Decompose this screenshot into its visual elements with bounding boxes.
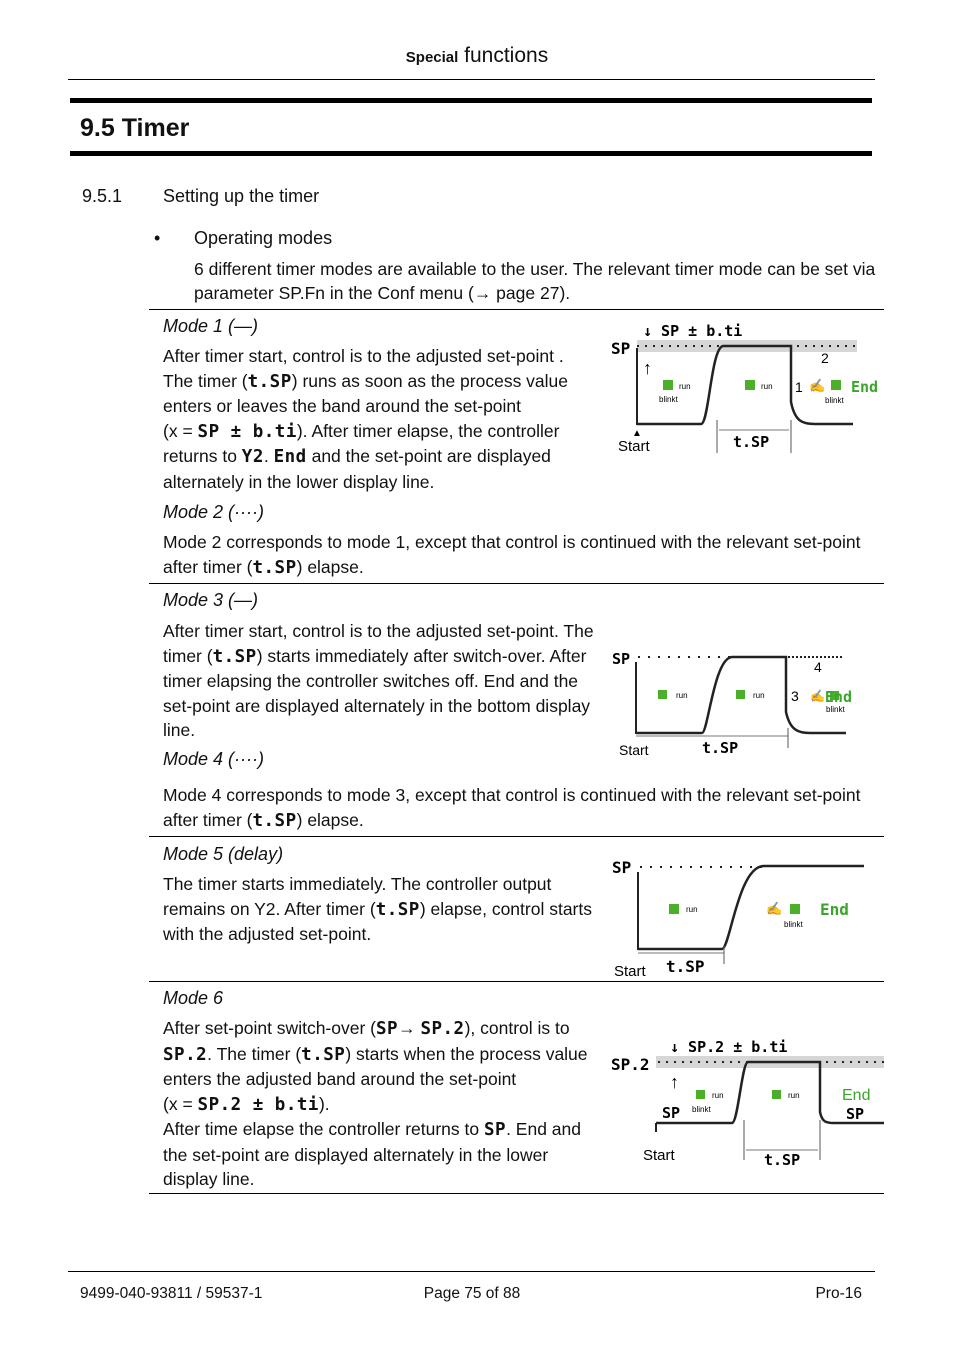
blinkt-label-1: blinkt — [659, 395, 678, 404]
product-name: Pro-16 — [815, 1285, 862, 1302]
text-line — [163, 1016, 588, 1042]
header-rule — [68, 79, 875, 80]
text-line — [163, 555, 860, 581]
text-segment: ). — [318, 1093, 330, 1114]
tsp-label: t.SP — [764, 1151, 801, 1169]
sp-label: SP — [611, 339, 631, 358]
text-segment: ) elapse. — [296, 556, 364, 577]
text-line — [163, 419, 568, 445]
display-code: SP.2 ± b.ti — [197, 1094, 319, 1115]
text-segment: . The timer ( — [207, 1043, 302, 1064]
band-label: ↓ SP ± b.ti — [643, 322, 743, 340]
bullet-mark: • — [154, 228, 161, 248]
text-line — [163, 1143, 588, 1168]
text-line — [163, 669, 594, 694]
text-line — [163, 718, 594, 743]
mode-5-title: Mode 5 (delay) — [163, 844, 284, 864]
led-end — [790, 904, 800, 914]
title-rule-bottom — [70, 151, 872, 156]
text-line — [163, 530, 860, 555]
led-run-1 — [696, 1090, 705, 1099]
running-header — [0, 44, 954, 68]
text-segment: (x = — [163, 420, 198, 441]
run-label-1: run — [679, 382, 691, 391]
text-line — [163, 1117, 588, 1143]
tsp-label: t.SP — [702, 739, 739, 757]
up-arrow: ↑ — [643, 358, 652, 378]
text-segment: After set-point switch-over ( — [163, 1018, 376, 1038]
start-label: Start — [619, 742, 649, 758]
subsection-number: 9.5.1 — [82, 186, 123, 206]
text-line — [163, 1092, 588, 1118]
text-segment: returns to — [163, 446, 242, 466]
text-segment: display line. — [163, 1169, 255, 1189]
mode-1-diagram — [605, 318, 879, 460]
end-label: End — [824, 688, 852, 706]
led-end — [831, 380, 841, 390]
text-line — [163, 369, 568, 395]
header-bold: Special — [405, 49, 459, 66]
mode-1-title: Mode 1 (—) — [163, 316, 259, 336]
run-label-1: run — [712, 1091, 724, 1100]
text-segment: enters or leaves the band around the set-point — [163, 396, 522, 416]
sp-label: SP — [662, 1104, 681, 1122]
display-code: t.SP — [252, 810, 297, 831]
display-code: SP ± b.ti — [197, 421, 297, 442]
sp-label: SP — [612, 650, 631, 668]
hand-icon: ✍ — [810, 689, 825, 703]
mode-2-text — [163, 530, 860, 580]
mode-6-diagram — [608, 1032, 886, 1168]
display-code: SP — [483, 1120, 507, 1140]
run-label-2: run — [788, 1091, 800, 1100]
blinkt-label: blinkt — [692, 1105, 711, 1114]
text-line — [163, 808, 860, 834]
display-code: End — [273, 447, 307, 467]
text-line — [163, 619, 594, 644]
up-arrow: ↑ — [670, 1072, 679, 1092]
text-segment: after timer ( — [163, 809, 253, 830]
text-segment: The timer starts immediately. The controller output — [163, 874, 552, 894]
led-run-1 — [663, 380, 673, 390]
start-label: Start — [614, 963, 646, 980]
marker-1: 1 — [795, 379, 803, 395]
rule-2 — [149, 583, 884, 584]
mode-6-title: Mode 6 — [163, 988, 224, 1008]
end-label: End — [842, 1087, 871, 1104]
text-segment: line. — [163, 720, 196, 740]
led-run-2 — [745, 380, 755, 390]
text-line — [163, 444, 568, 470]
display-code: SP.2 — [420, 1019, 465, 1039]
display-code: t.SP — [252, 557, 297, 578]
text-segment: The timer ( — [163, 370, 248, 391]
text-segment: Mode 2 corresponds to mode 1, except that control is continued with the relevant set-point — [163, 532, 861, 552]
led-run — [669, 904, 679, 914]
end-label: End — [851, 378, 879, 396]
blinkt-label: blinkt — [826, 705, 845, 714]
text-segment: ), control is to — [464, 1018, 570, 1038]
band-label: ↓ SP.2 ± b.ti — [670, 1038, 788, 1056]
text-segment: remains on Y2. After timer ( — [163, 898, 376, 919]
bullet-title: Operating modes — [194, 228, 333, 248]
text-line — [163, 783, 860, 808]
rule-1 — [149, 309, 884, 310]
led-run-1 — [658, 690, 667, 699]
led-run-2 — [772, 1090, 781, 1099]
text-line — [163, 344, 568, 369]
hand-icon: ✍ — [809, 378, 826, 393]
section-title: 9.5 Timer — [80, 114, 190, 142]
text-segment: ) starts immediately after switch-over. After — [256, 645, 587, 666]
text-segment: ). After timer elapse, the controller — [296, 420, 560, 441]
display-code: Y2 — [241, 447, 264, 467]
text-line — [163, 694, 594, 719]
display-code: t.SP — [212, 646, 257, 667]
text-segment: After timer start, control is to the adjusted set-point. The — [163, 621, 594, 641]
rule-5 — [149, 1193, 884, 1194]
start-label: Start — [643, 1147, 675, 1164]
text-segment: Mode 4 corresponds to mode 3, except that control is continued with the relevant set-point — [163, 785, 861, 805]
title-rule-top — [70, 98, 872, 103]
mode-5-text — [163, 872, 592, 947]
mode-4-title: Mode 4 (····) — [163, 749, 265, 769]
text-line — [163, 644, 594, 670]
led-run-2 — [736, 690, 745, 699]
start-tick: ▲ — [632, 428, 642, 439]
run-label-2: run — [753, 691, 765, 700]
text-segment: . — [263, 446, 274, 466]
run-label-1: run — [676, 691, 688, 700]
text-line — [163, 1167, 588, 1192]
text-segment: with the adjusted set-point. — [163, 924, 372, 944]
text-segment: (x = — [163, 1093, 198, 1114]
text-segment: ) starts when the process value — [345, 1043, 588, 1064]
display-code: t.SP — [375, 899, 420, 920]
text-segment: ) runs as soon as the process value — [291, 370, 569, 391]
mode-3-text — [163, 619, 594, 743]
display-code: t.SP — [301, 1044, 346, 1065]
blinkt-label-2: blinkt — [825, 396, 844, 405]
mode-3-diagram — [608, 640, 853, 762]
start-label: Start — [618, 438, 650, 455]
text-segment: After time elapse the controller returns to — [163, 1119, 484, 1139]
marker-3: 3 — [791, 688, 799, 704]
mode-2-title: Mode 2 (····) — [163, 502, 265, 522]
text-segment: ) elapse, control starts — [419, 898, 592, 919]
page-number: Page 75 of 88 — [423, 1285, 521, 1302]
end-label: End — [820, 900, 849, 919]
text-segment: after timer ( — [163, 556, 253, 577]
intro-line-1: 6 different timer modes are available to the user. The relevant timer mode can be set via — [194, 259, 876, 279]
mode-6-text — [163, 1016, 588, 1192]
display-code: SP — [375, 1019, 399, 1039]
text-segment: → — [398, 1018, 421, 1038]
text-segment: the set-point are displayed alternately in the lower — [163, 1144, 549, 1165]
hand-icon: ✍ — [766, 901, 783, 916]
text-segment: . End and — [506, 1119, 581, 1139]
text-segment: timer ( — [163, 645, 213, 666]
marker-2: 2 — [821, 350, 829, 366]
intro-line-2: parameter SP.Fn in the Conf menu (→ page 27). — [194, 283, 571, 303]
text-segment: ) elapse. — [296, 809, 364, 830]
text-line — [163, 922, 592, 947]
mode-1-text — [163, 344, 568, 494]
doc-number: 9499-040-93811 / 59537-1 — [80, 1285, 263, 1302]
footer-rule — [68, 1271, 875, 1272]
text-line — [163, 394, 568, 419]
text-line — [163, 470, 568, 495]
header-rest: functions — [458, 44, 549, 67]
mode-4-text — [163, 783, 860, 833]
text-line — [163, 872, 592, 897]
sp-label: SP — [612, 858, 632, 877]
tsp-label: t.SP — [733, 433, 770, 451]
text-segment: After timer start, control is to the adjusted set-point . — [163, 346, 564, 366]
run-label: run — [686, 905, 698, 914]
sp2-label: SP.2 — [611, 1055, 650, 1074]
text-segment: timer elapsing the controller switches off. End and the — [163, 671, 579, 691]
mode-3-title: Mode 3 (—) — [163, 590, 259, 610]
text-segment: alternately in the lower display line. — [163, 471, 435, 492]
display-code: t.SP — [247, 371, 292, 392]
display-code: SP.2 — [163, 1044, 208, 1065]
tsp-label: t.SP — [666, 957, 705, 976]
mode-5-diagram — [608, 850, 870, 982]
marker-4: 4 — [814, 659, 822, 675]
text-line — [163, 1067, 588, 1092]
text-segment: and the set-point are displayed — [306, 446, 551, 466]
subsection-title: Setting up the timer — [163, 186, 320, 206]
rule-3 — [149, 836, 884, 837]
text-segment: set-point are displayed alternately in the bottom display — [163, 695, 591, 716]
text-line — [163, 897, 592, 923]
end-sp-label: SP — [846, 1105, 865, 1123]
run-label-2: run — [761, 382, 773, 391]
text-line — [163, 1042, 588, 1068]
text-segment: enters the adjusted band around the set-point — [163, 1069, 517, 1089]
blinkt-label: blinkt — [784, 920, 803, 929]
